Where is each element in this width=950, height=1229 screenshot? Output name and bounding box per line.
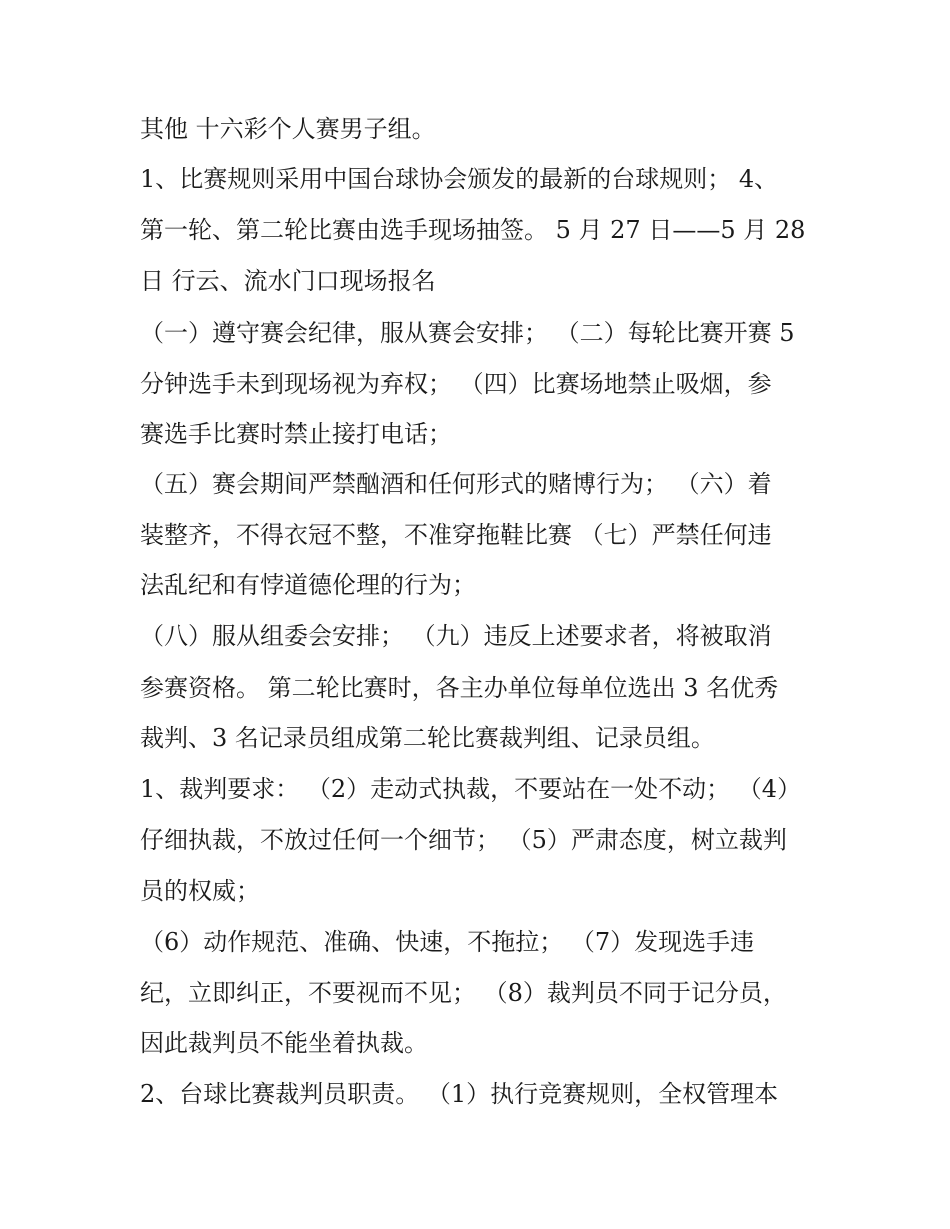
- text-line: 分钟选手未到现场视为弃权； （四）比赛场地禁止吸烟，参: [140, 370, 772, 398]
- text-line: 1、比赛规则采用中国台球协会颁发的最新的台球规则； 4、: [140, 165, 779, 193]
- text-line: 法乱纪和有悖道德伦理的行为；: [140, 571, 476, 599]
- text-line: 装整齐，不得衣冠不整，不准穿拖鞋比赛 （七）严禁任何违: [140, 521, 772, 549]
- text-line: 日 行云、流水门口现场报名: [140, 267, 436, 295]
- text-line: 第一轮、第二轮比赛由选手现场抽签。 5 月 27 日——5 月 28: [140, 216, 806, 244]
- text-line: （一）遵守赛会纪律，服从赛会安排； （二）每轮比赛开赛 5: [140, 319, 795, 347]
- text-line: （五）赛会期间严禁酗酒和任何形式的赌博行为； （六）着: [140, 470, 772, 498]
- text-line: 员的权威；: [140, 877, 260, 905]
- text-line: 因此裁判员不能坐着执裁。: [140, 1029, 428, 1057]
- text-line: （八）服从组委会安排； （九）违反上述要求者，将被取消: [140, 622, 772, 650]
- text-line: 2、台球比赛裁判员职责。 （1）执行竞赛规则，全权管理本: [140, 1080, 779, 1108]
- text-line: 赛选手比赛时禁止接打电话；: [140, 420, 452, 448]
- text-line: （6）动作规范、准确、快速，不拖拉； （7）发现选手违: [140, 928, 755, 956]
- text-line: 其他 十六彩个人赛男子组。: [140, 115, 436, 143]
- text-line: 仔细执裁，不放过任何一个细节； （5）严肃态度，树立裁判: [140, 826, 787, 854]
- text-line: 纪，立即纠正，不要视而不见； （8）裁判员不同于记分员，: [140, 979, 787, 1007]
- text-line: 1、裁判要求： （2）走动式执裁，不要站在一处不动； （4）: [140, 775, 802, 803]
- text-line: 参赛资格。 第二轮比赛时，各主办单位每单位选出 3 名优秀: [140, 674, 779, 702]
- text-line: 裁判、3 名记录员组成第二轮比赛裁判组、记录员组。: [140, 724, 715, 752]
